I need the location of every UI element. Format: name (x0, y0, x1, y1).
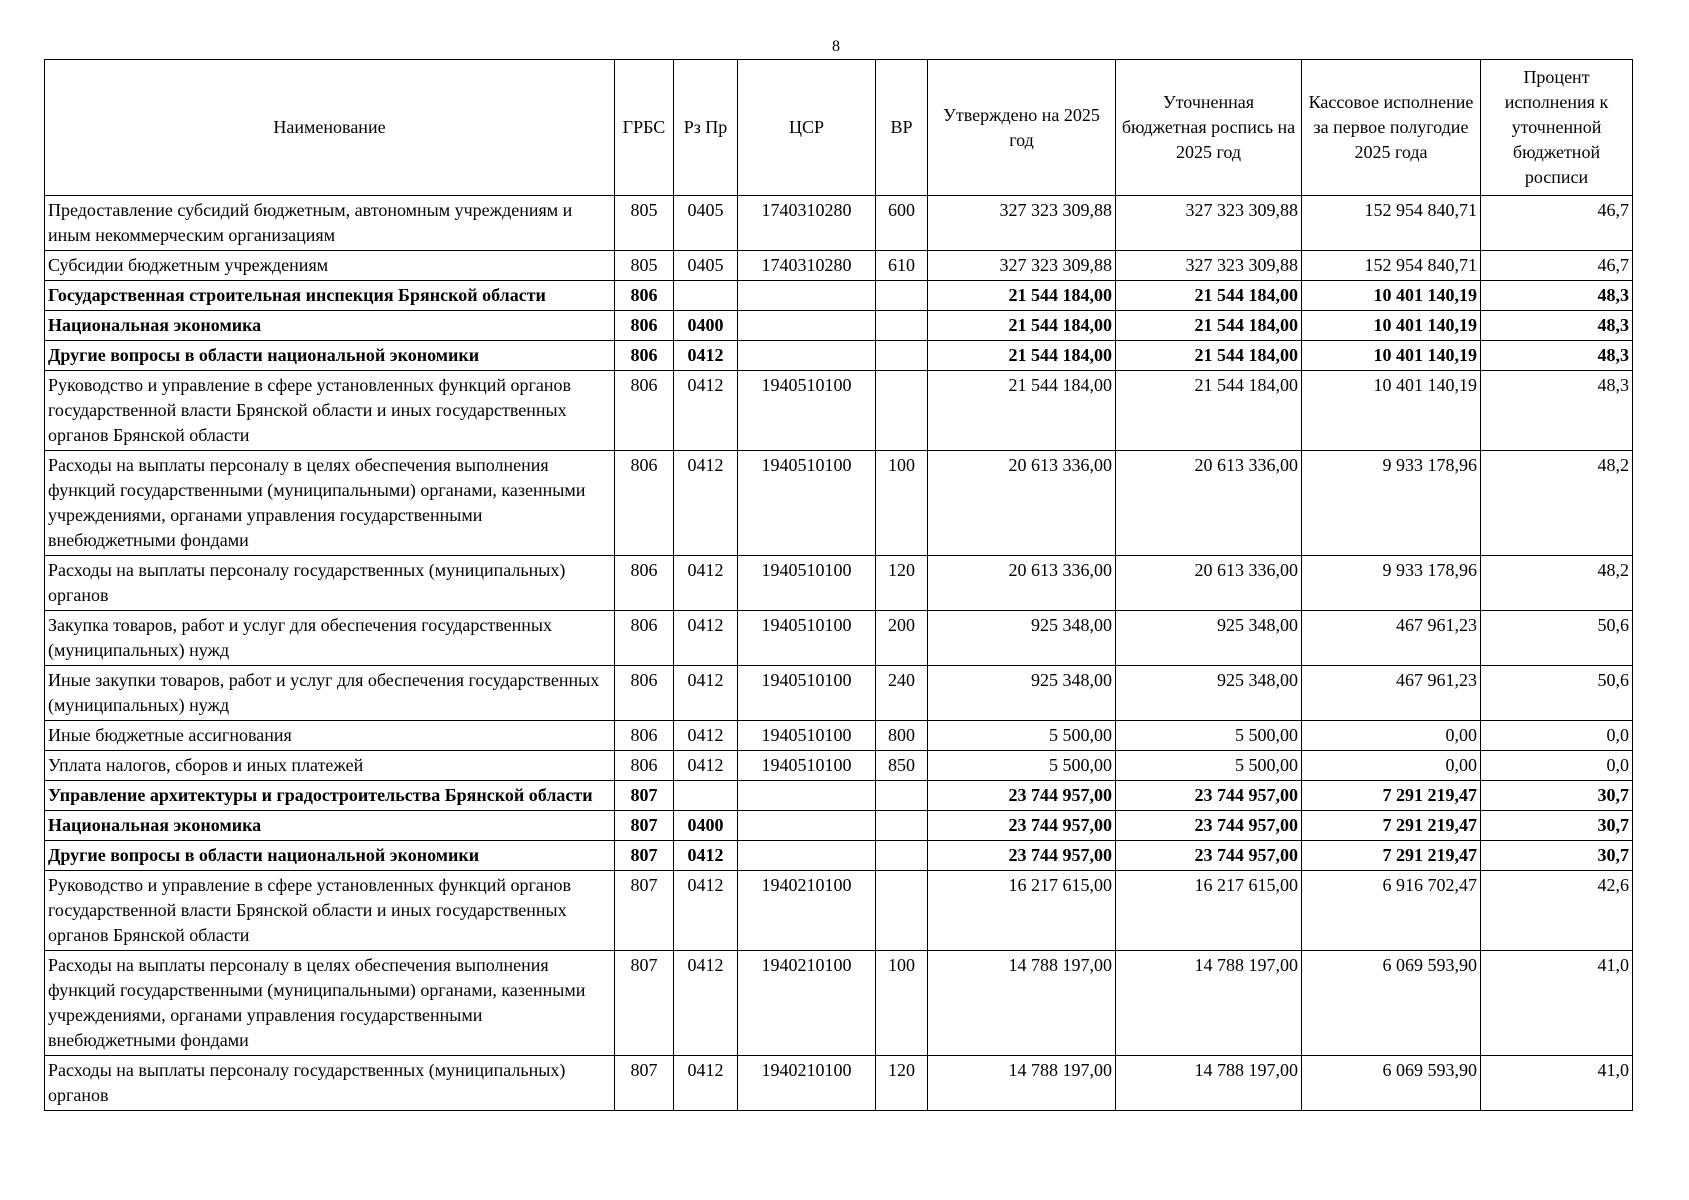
cell-approved: 327 323 309,88 (928, 196, 1116, 251)
cell-percent: 48,3 (1481, 281, 1633, 311)
cell-vr: 240 (876, 666, 928, 721)
cell-name: Национальная экономика (45, 311, 615, 341)
cell-refined: 5 500,00 (1116, 721, 1302, 751)
cell-csr (738, 281, 876, 311)
cell-csr (738, 311, 876, 341)
cell-csr: 1740310280 (738, 196, 876, 251)
cell-rzpr: 0412 (674, 721, 738, 751)
cell-rzpr (674, 281, 738, 311)
cell-percent: 41,0 (1481, 1056, 1633, 1111)
cell-percent: 30,7 (1481, 781, 1633, 811)
cell-grbs: 807 (615, 871, 674, 951)
cell-approved: 23 744 957,00 (928, 811, 1116, 841)
table-header-row (45, 60, 1633, 196)
cell-rzpr: 0412 (674, 371, 738, 451)
cell-grbs: 807 (615, 1056, 674, 1111)
cell-vr: 850 (876, 751, 928, 781)
table-row (45, 811, 1633, 841)
cell-rzpr: 0405 (674, 196, 738, 251)
cell-approved: 925 348,00 (928, 666, 1116, 721)
cell-csr: 1940510100 (738, 721, 876, 751)
table-row (45, 311, 1633, 341)
cell-refined: 5 500,00 (1116, 751, 1302, 781)
cell-cash: 152 954 840,71 (1302, 251, 1481, 281)
cell-refined: 21 544 184,00 (1116, 341, 1302, 371)
cell-grbs: 807 (615, 811, 674, 841)
budget-table (44, 59, 1633, 1111)
cell-refined: 14 788 197,00 (1116, 1056, 1302, 1111)
cell-rzpr: 0412 (674, 341, 738, 371)
cell-cash: 10 401 140,19 (1302, 341, 1481, 371)
cell-approved: 5 500,00 (928, 721, 1116, 751)
table-row (45, 1056, 1633, 1111)
cell-percent: 48,3 (1481, 371, 1633, 451)
cell-approved: 327 323 309,88 (928, 251, 1116, 281)
cell-name: Расходы на выплаты персоналу государственных (муниципальных) органов (45, 1056, 615, 1111)
cell-percent: 0,0 (1481, 751, 1633, 781)
cell-grbs: 806 (615, 611, 674, 666)
cell-refined: 20 613 336,00 (1116, 556, 1302, 611)
cell-grbs: 806 (615, 451, 674, 556)
cell-rzpr: 0400 (674, 311, 738, 341)
cell-cash: 6 916 702,47 (1302, 871, 1481, 951)
cell-csr: 1940510100 (738, 371, 876, 451)
cell-refined: 20 613 336,00 (1116, 451, 1302, 556)
cell-grbs: 805 (615, 196, 674, 251)
cell-vr (876, 811, 928, 841)
cell-vr (876, 311, 928, 341)
cell-approved: 20 613 336,00 (928, 451, 1116, 556)
cell-approved: 21 544 184,00 (928, 371, 1116, 451)
cell-cash: 7 291 219,47 (1302, 841, 1481, 871)
cell-grbs: 807 (615, 841, 674, 871)
cell-refined: 327 323 309,88 (1116, 251, 1302, 281)
table-row (45, 251, 1633, 281)
cell-vr: 120 (876, 556, 928, 611)
cell-csr (738, 341, 876, 371)
cell-cash: 10 401 140,19 (1302, 371, 1481, 451)
cell-refined: 327 323 309,88 (1116, 196, 1302, 251)
header-refined: Уточненная бюджетная роспись на 2025 год (1116, 60, 1302, 196)
cell-approved: 925 348,00 (928, 611, 1116, 666)
cell-rzpr: 0412 (674, 751, 738, 781)
cell-approved: 20 613 336,00 (928, 556, 1116, 611)
cell-grbs: 806 (615, 281, 674, 311)
cell-percent: 50,6 (1481, 666, 1633, 721)
table-row (45, 871, 1633, 951)
table-row (45, 781, 1633, 811)
table-row (45, 196, 1633, 251)
table-row (45, 666, 1633, 721)
cell-percent: 30,7 (1481, 841, 1633, 871)
cell-csr (738, 841, 876, 871)
cell-grbs: 806 (615, 371, 674, 451)
cell-approved: 23 744 957,00 (928, 781, 1116, 811)
cell-csr: 1940510100 (738, 666, 876, 721)
cell-grbs: 806 (615, 311, 674, 341)
cell-approved: 21 544 184,00 (928, 311, 1116, 341)
cell-rzpr: 0405 (674, 251, 738, 281)
cell-cash: 9 933 178,96 (1302, 451, 1481, 556)
header-grbs: ГРБС (615, 60, 674, 196)
header-percent: Процент исполнения к уточненной бюджетной росписи (1481, 60, 1633, 196)
cell-name: Руководство и управление в сфере установленных функций органов государственной власти Брянской области и иных государственных органов Брянской области (45, 371, 615, 451)
cell-cash: 467 961,23 (1302, 611, 1481, 666)
cell-vr: 120 (876, 1056, 928, 1111)
cell-vr (876, 281, 928, 311)
table-row (45, 451, 1633, 556)
cell-percent: 41,0 (1481, 951, 1633, 1056)
cell-grbs: 806 (615, 341, 674, 371)
cell-rzpr: 0400 (674, 811, 738, 841)
cell-approved: 23 744 957,00 (928, 841, 1116, 871)
cell-approved: 21 544 184,00 (928, 341, 1116, 371)
cell-name: Уплата налогов, сборов и иных платежей (45, 751, 615, 781)
cell-rzpr: 0412 (674, 841, 738, 871)
cell-cash: 0,00 (1302, 751, 1481, 781)
cell-rzpr (674, 781, 738, 811)
cell-name: Иные бюджетные ассигнования (45, 721, 615, 751)
cell-approved: 5 500,00 (928, 751, 1116, 781)
header-cash: Кассовое исполнение за первое полугодие 2025 года (1302, 60, 1481, 196)
cell-name: Закупка товаров, работ и услуг для обеспечения государственных (муниципальных) нужд (45, 611, 615, 666)
cell-percent: 48,2 (1481, 556, 1633, 611)
cell-vr (876, 871, 928, 951)
cell-percent: 0,0 (1481, 721, 1633, 751)
cell-refined: 23 744 957,00 (1116, 781, 1302, 811)
cell-vr (876, 371, 928, 451)
page-number: 8 (832, 38, 840, 55)
cell-approved: 14 788 197,00 (928, 1056, 1116, 1111)
cell-percent: 50,6 (1481, 611, 1633, 666)
cell-percent: 30,7 (1481, 811, 1633, 841)
cell-cash: 9 933 178,96 (1302, 556, 1481, 611)
cell-vr: 200 (876, 611, 928, 666)
cell-name: Иные закупки товаров, работ и услуг для обеспечения государственных (муниципальных) нужд (45, 666, 615, 721)
cell-refined: 21 544 184,00 (1116, 311, 1302, 341)
cell-approved: 14 788 197,00 (928, 951, 1116, 1056)
cell-name: Государственная строительная инспекция Брянской области (45, 281, 615, 311)
cell-approved: 16 217 615,00 (928, 871, 1116, 951)
header-csr: ЦСР (738, 60, 876, 196)
cell-csr: 1940510100 (738, 451, 876, 556)
cell-cash: 10 401 140,19 (1302, 281, 1481, 311)
cell-refined: 21 544 184,00 (1116, 281, 1302, 311)
cell-cash: 152 954 840,71 (1302, 196, 1481, 251)
cell-name: Руководство и управление в сфере установленных функций органов государственной власти Брянской области и иных государственных органов Брянской области (45, 871, 615, 951)
cell-vr: 100 (876, 951, 928, 1056)
table-row (45, 371, 1633, 451)
cell-csr (738, 811, 876, 841)
table-row (45, 611, 1633, 666)
cell-cash: 6 069 593,90 (1302, 1056, 1481, 1111)
cell-percent: 42,6 (1481, 871, 1633, 951)
cell-name: Расходы на выплаты персоналу в целях обеспечения выполнения функций государственными (муниципальными) органами, казенными учреждениями, органами управления государственными внебюджетными фондами (45, 951, 615, 1056)
cell-rzpr: 0412 (674, 951, 738, 1056)
cell-vr (876, 341, 928, 371)
cell-refined: 925 348,00 (1116, 611, 1302, 666)
table-row (45, 751, 1633, 781)
cell-rzpr: 0412 (674, 556, 738, 611)
cell-name: Расходы на выплаты персоналу в целях обеспечения выполнения функций государственными (муниципальными) органами, казенными учреждениями, органами управления государственными внебюджетными фондами (45, 451, 615, 556)
cell-vr: 600 (876, 196, 928, 251)
cell-csr: 1740310280 (738, 251, 876, 281)
cell-name: Субсидии бюджетным учреждениям (45, 251, 615, 281)
cell-grbs: 806 (615, 751, 674, 781)
cell-name: Другие вопросы в области национальной экономики (45, 841, 615, 871)
cell-vr: 610 (876, 251, 928, 281)
cell-refined: 21 544 184,00 (1116, 371, 1302, 451)
cell-refined: 23 744 957,00 (1116, 811, 1302, 841)
cell-grbs: 806 (615, 666, 674, 721)
cell-cash: 6 069 593,90 (1302, 951, 1481, 1056)
cell-percent: 46,7 (1481, 251, 1633, 281)
table-row (45, 951, 1633, 1056)
cell-percent: 48,2 (1481, 451, 1633, 556)
cell-rzpr: 0412 (674, 611, 738, 666)
table-row (45, 281, 1633, 311)
cell-csr: 1940510100 (738, 556, 876, 611)
header-approved: Утверждено на 2025 год (928, 60, 1116, 196)
cell-percent: 48,3 (1481, 341, 1633, 371)
cell-cash: 10 401 140,19 (1302, 311, 1481, 341)
cell-rzpr: 0412 (674, 666, 738, 721)
cell-grbs: 807 (615, 781, 674, 811)
header-vr: ВР (876, 60, 928, 196)
cell-rzpr: 0412 (674, 451, 738, 556)
cell-name: Национальная экономика (45, 811, 615, 841)
cell-csr: 1940510100 (738, 611, 876, 666)
cell-refined: 14 788 197,00 (1116, 951, 1302, 1056)
cell-approved: 21 544 184,00 (928, 281, 1116, 311)
cell-refined: 925 348,00 (1116, 666, 1302, 721)
cell-grbs: 806 (615, 556, 674, 611)
cell-percent: 48,3 (1481, 311, 1633, 341)
cell-csr (738, 781, 876, 811)
table-row (45, 721, 1633, 751)
cell-vr (876, 781, 928, 811)
cell-csr: 1940510100 (738, 751, 876, 781)
cell-vr (876, 841, 928, 871)
cell-name: Управление архитектуры и градостроительства Брянской области (45, 781, 615, 811)
cell-rzpr: 0412 (674, 1056, 738, 1111)
cell-refined: 23 744 957,00 (1116, 841, 1302, 871)
cell-name: Расходы на выплаты персоналу государственных (муниципальных) органов (45, 556, 615, 611)
header-name: Наименование (45, 60, 615, 196)
table-row (45, 556, 1633, 611)
cell-cash: 0,00 (1302, 721, 1481, 751)
table-row (45, 841, 1633, 871)
table-body (45, 196, 1633, 1111)
cell-name: Предоставление субсидий бюджетным, автономным учреждениям и иным некоммерческим организациям (45, 196, 615, 251)
cell-rzpr: 0412 (674, 871, 738, 951)
cell-percent: 46,7 (1481, 196, 1633, 251)
cell-csr: 1940210100 (738, 871, 876, 951)
cell-csr: 1940210100 (738, 1056, 876, 1111)
cell-cash: 467 961,23 (1302, 666, 1481, 721)
table-row (45, 341, 1633, 371)
cell-refined: 16 217 615,00 (1116, 871, 1302, 951)
cell-cash: 7 291 219,47 (1302, 811, 1481, 841)
cell-grbs: 805 (615, 251, 674, 281)
cell-grbs: 806 (615, 721, 674, 751)
cell-name: Другие вопросы в области национальной экономики (45, 341, 615, 371)
cell-cash: 7 291 219,47 (1302, 781, 1481, 811)
cell-csr: 1940210100 (738, 951, 876, 1056)
header-rzpr: Рз Пр (674, 60, 738, 196)
cell-vr: 800 (876, 721, 928, 751)
cell-vr: 100 (876, 451, 928, 556)
cell-grbs: 807 (615, 951, 674, 1056)
